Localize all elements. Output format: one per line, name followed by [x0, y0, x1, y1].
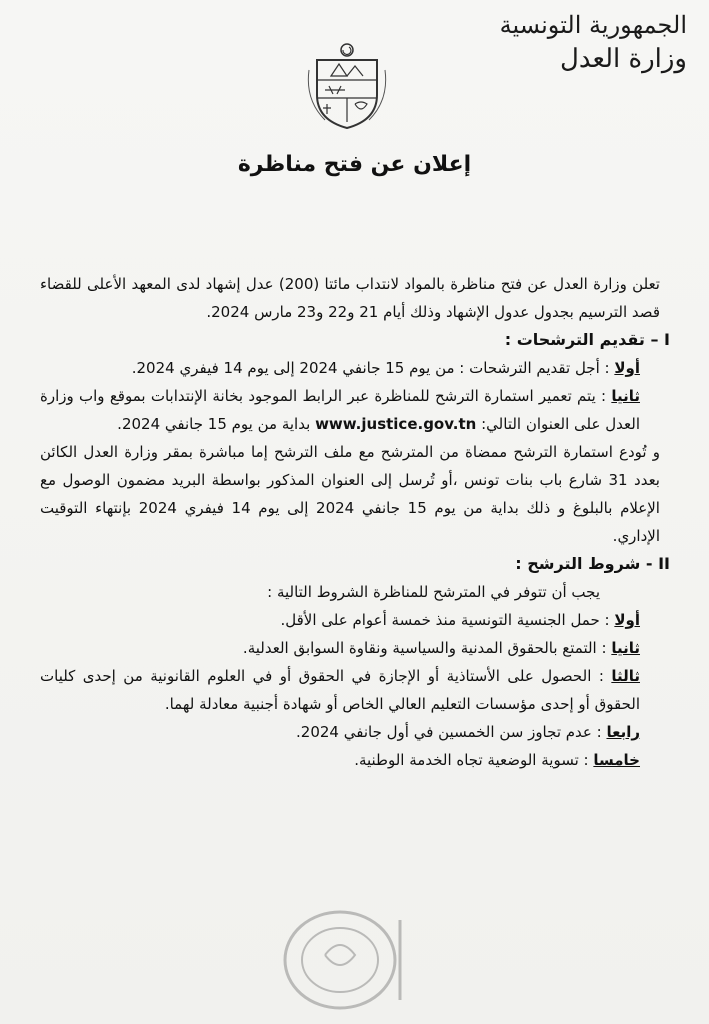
condition-item-2 — [40, 634, 670, 662]
condition-text: : عدم تجاوز سن الخمسين في أول جانفي 2024. — [296, 723, 602, 741]
section-2-heading: II - شروط الترشح : — [515, 554, 670, 573]
condition-label: أولا — [614, 611, 640, 629]
letterhead — [500, 8, 687, 76]
condition-text: : حمل الجنسية التونسية منذ خمسة أعوام على الأقل. — [280, 611, 610, 629]
item-text: : يتم تعمير استمارة الترشح للمناظرة عبر الرابط الموجود بخانة الإنتدابات بموقع واب وزارة العدل على العنوان التالي: — [40, 387, 640, 433]
section-1-paragraph: و تُودع استمارة الترشح ممضاة من المترشح مع ملف الترشح إما مباشرة بمقر وزارة العدل الكائن بعدد 31 شارع باب بنات تونس ،أو تُرسل إلى العنوان المذكور بواسطة البريد مضمون الوصول مع الإعلام بالبلوغ و ذلك بداية من يوم 15 جانفي 2024 إلى يوم 14 فيفري 2024 بإنتهاء التوقيت الإداري. — [40, 443, 660, 545]
item-text: : أجل تقديم الترشحات : من يوم 15 جانفي 2024 إلى يوم 14 فيفري 2024. — [131, 359, 610, 377]
condition-label: ثالثا — [611, 667, 640, 685]
official-stamp-icon — [270, 900, 420, 1015]
condition-item-3 — [40, 662, 670, 718]
item-tail: بداية من يوم 15 جانفي 2024. — [117, 415, 311, 433]
condition-label: ثانيا — [611, 639, 640, 657]
page-title: إعلان عن فتح مناظرة — [237, 152, 472, 177]
website-link[interactable]: www.justice.gov.tn — [315, 415, 477, 433]
item-label: أولا — [614, 359, 640, 377]
section-1-item-1 — [40, 354, 670, 382]
condition-text: : تسوية الوضعية تجاه الخدمة الوطنية. — [354, 751, 589, 769]
header-ministry: وزارة العدل — [559, 44, 687, 74]
condition-item-4 — [40, 718, 670, 746]
coat-of-arms-icon — [305, 40, 389, 130]
condition-label: خامسا — [593, 751, 640, 769]
document-body — [40, 270, 670, 774]
header-republic: الجمهورية التونسية — [499, 11, 687, 39]
section-2-intro: يجب أن تتوفر في المترشح للمناظرة الشروط التالية : — [267, 583, 600, 601]
section-1-item-2 — [40, 382, 670, 438]
condition-item-5 — [40, 746, 670, 774]
condition-text: : التمتع بالحقوق المدنية والسياسية ونقاوة السوابق العدلية. — [242, 639, 607, 657]
section-1-heading: I – تقديم الترشحات : — [504, 330, 670, 349]
item-label: ثانيا — [611, 387, 640, 405]
condition-item-1 — [40, 606, 670, 634]
intro-paragraph: تعلن وزارة العدل عن فتح مناظرة بالمواد لانتداب مائتا (200) عدل إشهاد لدى المعهد الأعلى للقضاء قصد الترسيم بجدول عدول الإشهاد وذلك أيام 21 و22 و23 مارس 2024. — [40, 275, 660, 321]
condition-text: : الحصول على الأستاذية أو الإجازة في الحقوق أو في العلوم القانونية من إحدى كليات الحقوق أو إحدى مؤسسات التعليم العالي الخاص أو شهادة أجنبية معادلة لهما. — [40, 667, 640, 713]
condition-label: رابعا — [606, 723, 640, 741]
